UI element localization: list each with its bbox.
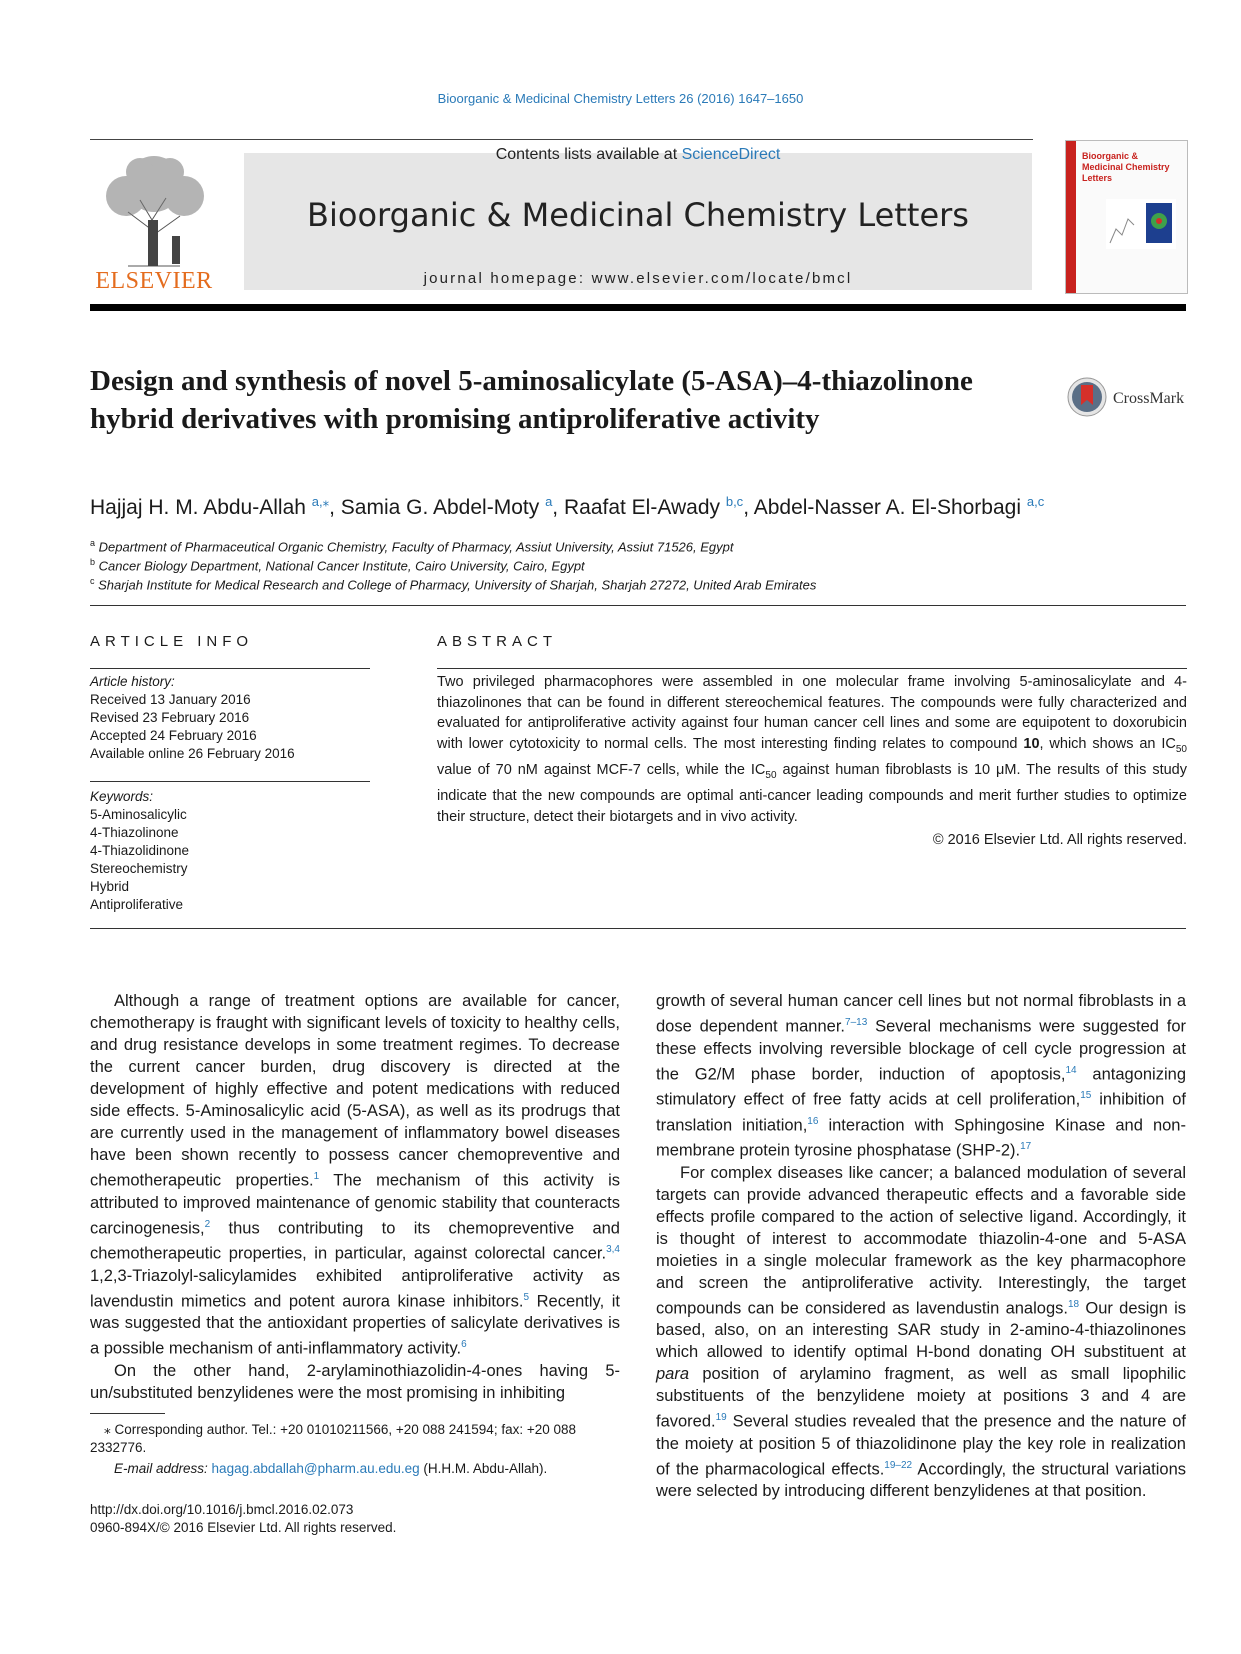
ref-link[interactable]: 19–22 [884,1459,913,1471]
ref-link[interactable]: 7–13 [845,1017,868,1028]
contents-line [244,146,1032,164]
section-rule [90,928,1186,929]
keyword: 4-Thiazolidinone [90,843,190,858]
body-text: Several studies revealed that the presence and the nature of the moiety at position 5 of thiazolidinone play the key role in realization of the pharmacological effects. [656,1412,1186,1478]
keyword: Stereochemistry [90,861,188,876]
history-item: Available online 26 February 2016 [90,746,295,761]
author-marks[interactable]: a [545,494,553,509]
journal-title: Bioorganic & Medicinal Chemistry Letters [307,196,969,234]
body-text: antagonizing stimulatory effect of free fatty acids at cell proliferation, [656,1065,1186,1109]
journal-citation[interactable]: Bioorganic & Medicinal Chemistry Letters 26 (2016) 1647–1650 [437,91,804,106]
author-marks[interactable]: a,c [1026,494,1045,509]
ref-link[interactable]: 18 [1067,1298,1080,1310]
ref-link[interactable]: 16 [807,1115,819,1127]
keyword: Antiproliferative [90,897,184,912]
body-right-column [656,990,1186,1502]
ref-link[interactable]: 14 [1065,1064,1077,1076]
ref-link[interactable]: 19 [715,1412,727,1423]
crossmark-label[interactable]: CrossMark [1113,390,1185,407]
author-name: Raafat El-Awady [563,496,720,519]
body-text: Accordingly, the structural variations were selected by introducing different benzylidenes at that position. [656,1460,1186,1500]
affiliation [90,538,1186,554]
affiliation [90,576,1186,592]
article-history [90,673,370,763]
body-text: thus contributing to its chemopreventive and chemotherapeutic properties, in particular, against colorectal cancer. [90,1219,620,1263]
affiliation-mark: b [90,557,96,567]
elsevier-wordmark: ELSEVIER [95,268,213,294]
cover-graphic [1106,199,1176,249]
journal-cover-thumbnail[interactable] [1065,140,1188,294]
issn-line: 0960-894X/© 2016 Elsevier Ltd. All rights reserved. [90,1520,397,1535]
email-note [114,1460,624,1478]
author-name: Samia G. Abdel-Moty [340,496,540,519]
body-text: Our design is based, also, on an interesting SAR study in 2-amino-4-thiazolinones which allowed to identify optimal H-bond donating OH substituent at [656,1299,1186,1361]
ref-link[interactable]: 1 [313,1171,320,1182]
body-text: 1,2,3-Triazolyl-salicylamides exhibited antiproliferative activity as lavendustin mimetics and potent aurora kinase inhibitors. [90,1266,620,1310]
journal-homepage[interactable]: journal homepage: www.elsevier.com/locate/bmcl [423,270,853,287]
subscript: 50 [1175,743,1187,755]
abstract-part: Two privileged pharmacophores were assembled in one molecular frame involving 5-aminosalicylate and 4-thiazolinones that can be found in different stereochemical features. The compounds were fully characterized and evaluated for antiproliferative activity against four human cancer cell lines and some are equipotent to doxorubicin with lower cytotoxicity to normal cells. The most interesting finding relates to compound [437,674,1187,752]
history-item: Received 13 January 2016 [90,692,251,707]
author-list: Hajjaj H. M. Abdu-Allah $^{a,⁎}$, Samia G. Abdel-Moty $^a$, Raafat El-Awady $^{b,c}$, Abdel-Nasser A. El-Shorbagi $^{a,c}$ [90,494,1045,519]
ref-link[interactable]: 2 [204,1218,211,1230]
body-paragraph [90,990,620,1360]
contents-prefix: Contents lists available at [495,146,682,163]
subscript: 50 [765,769,777,781]
ref-link[interactable]: 3,4 [606,1244,620,1255]
keyword: Hybrid [90,879,130,894]
body-left-column [90,990,620,1404]
ref-link[interactable]: 17 [1020,1141,1032,1152]
body-paragraph [656,990,1186,1162]
keyword: 5-Aminosalicylic [90,807,187,822]
affiliation-text: Department of Pharmaceutical Organic Chemistry, Faculty of Pharmacy, Assiut University, Assiut 71526, Egypt [98,539,734,555]
ref-link[interactable]: 6 [461,1339,467,1350]
keywords-rule [90,781,370,782]
abstract-part: against human fibroblasts is 10 μM. The results of this study indicate that the new compounds are optimal anti-cancer leading compounds and merit further studies to optimize their structure, detect their biotargets and in vivo activity. [437,761,1187,825]
body-text: Although a range of treatment options are available for cancer, chemotherapy is fraught with significant levels of toxicity to healthy cells, and drug resistance develops in some treatment regimes. To decrease the current cancer burden, drug discovery is directed at the development of highly effective and potent medications with reduced side effects. 5-Aminosalicylic acid (5-ASA), as well as its prodrugs that are currently used in the management of inflammatory bowel diseases have been shown recently to possess cancer chemopreventive and chemotherapeutic properties. [90,992,620,1190]
keyword: 4-Thiazolinone [90,825,179,840]
body-text: Several mechanisms were suggested for these effects involving reversible blockage of cell cycle progression at the G2/M phase border, induction of apoptosis, [656,1017,1186,1083]
keywords-label: Keywords: [90,789,154,804]
abstract-copyright: © 2016 Elsevier Ltd. All rights reserved. [932,832,1187,848]
body-text: growth of several human cancer cell lines but not normal fibroblasts in a dose dependent manner. [656,992,1186,1036]
email-label: E-mail address: [114,1461,212,1476]
history-label: Article history: [90,674,175,689]
article-info-heading: ARTICLE INFO [90,633,254,650]
affiliation-mark: a [90,538,96,548]
body-text: interaction with Sphingosine Kinase and non-membrane protein tyrosine phosphatase (SHP-2). [656,1116,1186,1160]
abstract-part: value of 70 nM against MCF-7 cells, while the IC [437,761,766,778]
abstract-rule [437,668,1187,669]
body-text: For complex diseases like cancer; a balanced modulation of several targets can provide advanced therapeutic effects and a favorable side effects profile compared to the action of selective ligand. Accordingly, it is thought of interest to accommodate thiazolin-4-one and 5-ASA moieties in a single molecular framework as the key pharmacophore and screen the antiproliferative activity. Interestingly, the target compounds can be considered as lavendustin analogs. [656,1163,1186,1317]
ref-link[interactable]: 15 [1080,1090,1092,1101]
corresponding-author-note: ⁎ Corresponding author. Tel.: +20 01010211566, +20 088 241594; fax: +20 088 2332776. [90,1422,577,1455]
abstract-part: , which shows an IC [1039,735,1176,752]
body-text: Recently, it was suggested that the antioxidant properties of salicylate derivatives is a possible mechanism of anti-inflammatory activity. [90,1292,620,1358]
doi-link[interactable]: http://dx.doi.org/10.1016/j.bmcl.2016.02.073 [90,1502,354,1517]
history-item: Revised 23 February 2016 [90,710,250,725]
affiliation [90,557,1186,573]
crossmark-icon [1067,377,1107,417]
keywords [90,788,370,914]
crossmark-badge[interactable] [1067,377,1107,422]
email-suffix: (H.H.M. Abdu-Allah). [419,1461,548,1476]
header-thick-rule [90,304,1186,311]
section-rule [90,605,1186,606]
body-text: inhibition of translation initiation, [656,1090,1186,1134]
affiliation-text: Cancer Biology Department, National Cancer Institute, Cairo University, Cairo, Egypt [98,558,585,574]
abstract-text [437,672,1187,827]
cover-title: Bioorganic & Medicinal Chemistry Letters [1082,151,1170,183]
header-rule [90,139,1033,140]
email-link[interactable]: hagag.abdallah@pharm.au.edu.eg [211,1461,420,1476]
abstract-heading: ABSTRACT [437,633,558,650]
emphasis: para [656,1365,690,1383]
compound-number: 10 [1023,735,1040,752]
affiliation-text: Sharjah Institute for Medical Research and College of Pharmacy, University of Sharjah, Sharjah 27272, United Arab Emirates [98,577,817,593]
author-marks[interactable]: a,⁎ [311,494,330,509]
author-name: Hajjaj H. M. Abdu-Allah [90,496,306,519]
article-title: Design and synthesis of novel 5-aminosalicylate (5-ASA)–4-thiazolinone hybrid derivatives with promising antiproliferative activity [90,365,973,435]
author-marks[interactable]: b,c [725,494,744,509]
body-paragraph [656,1162,1186,1503]
body-paragraph: On the other hand, 2-arylaminothiazolidin-4-ones having 5-un/substituted benzylidenes were the most promising in inhibiting [90,1361,620,1402]
article-info-rule [90,668,370,669]
history-item: Accepted 24 February 2016 [90,728,257,743]
sciencedirect-link[interactable]: ScienceDirect [681,146,781,163]
affiliation-mark: c [90,576,95,586]
body-text: The mechanism of this activity is attributed to improved maintenance of genomic stability that counteracts carcinogenesis, [90,1171,621,1237]
footnote-rule [90,1413,165,1414]
ref-link[interactable]: 5 [523,1291,530,1303]
author-name: Abdel-Nasser A. El-Shorbagi [753,496,1022,519]
cover-red-band [1066,141,1076,293]
body-text: position of arylamino fragment, as well as small lipophilic substituents of the benzylidene moiety at positions 3 and 4 are favored. [656,1365,1186,1431]
